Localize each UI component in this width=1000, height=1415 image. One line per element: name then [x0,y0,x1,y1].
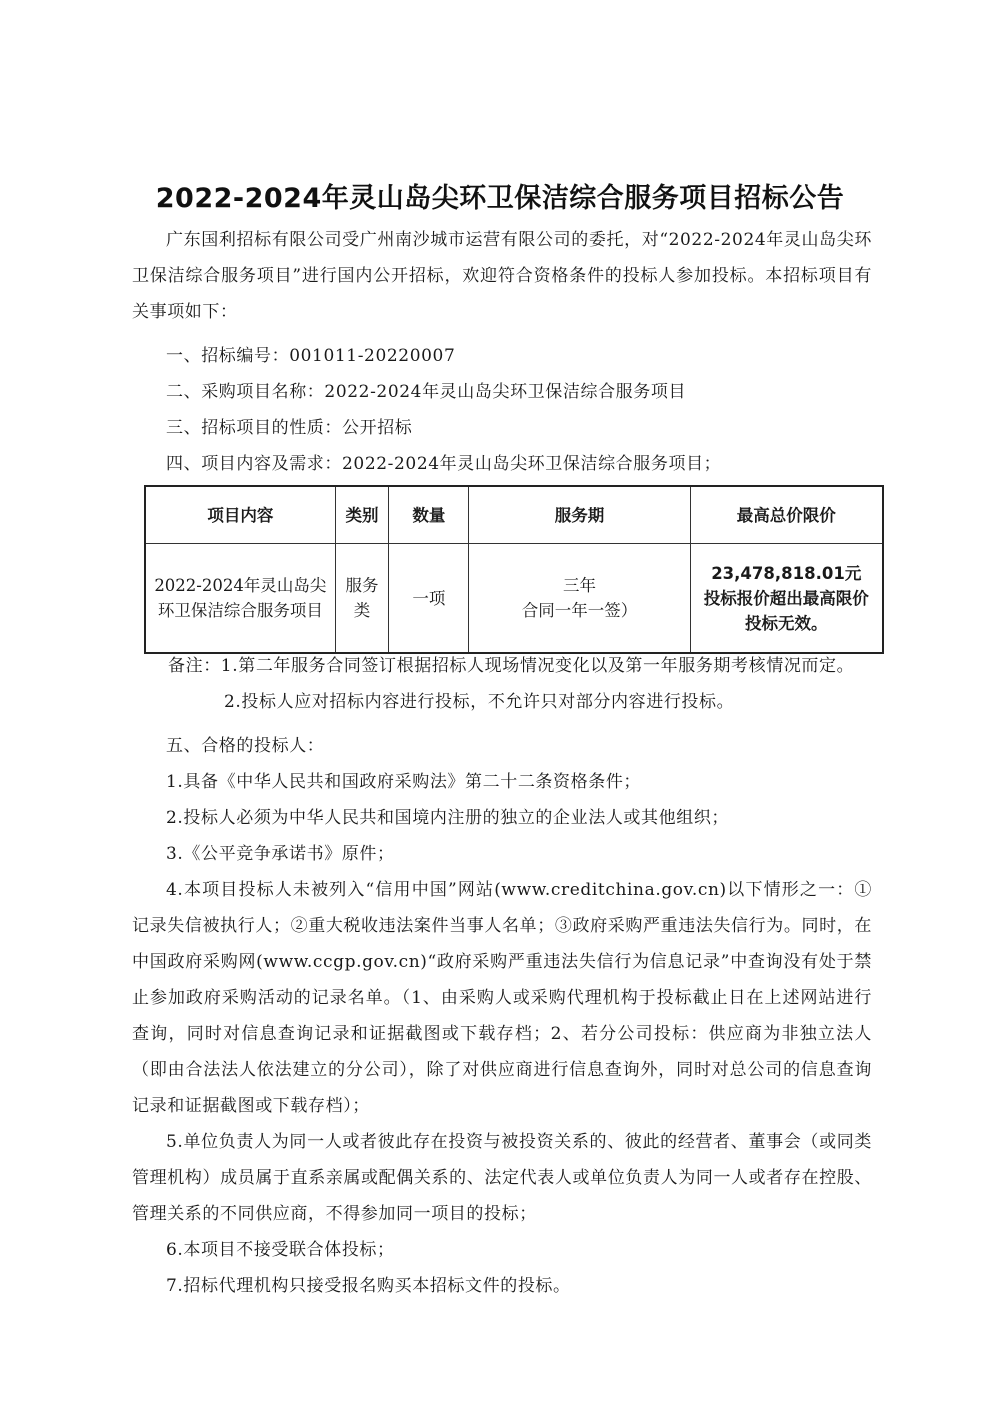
project-table [144,485,884,654]
qualification-item: 5.单位负责人为同一人或者彼此存在投资与被投资关系的、彼此的经营者、董事会（或同类管理机构）成员属于直系亲属或配偶关系的、法定代表人或单位负责人为同一人或者存在控股、管理关系的不同供应商，不得参加同一项目的投标； [132,1132,872,1224]
price-line-1: 23,478,818.01元 [711,563,862,583]
qualified-bidders-section [132,728,872,1304]
header-quantity: 数量 [389,486,469,544]
item-tender-nature: 三、招标项目的性质：公开招标 [166,418,413,438]
qualification-item: 3.《公平竞争承诺书》原件； [166,844,395,864]
cell-period [469,544,690,654]
item-list [132,338,872,482]
header-period: 服务期 [469,486,690,544]
header-category: 类别 [335,486,389,544]
section5-heading: 五、合格的投标人： [166,736,325,756]
qualification-item: 1.具备《中华人民共和国政府采购法》第二十二条资格条件； [166,772,642,792]
period-line-1: 三年 [563,576,596,595]
period-line-2: 合同一年一签） [521,601,638,620]
note-1: 备注：1.第二年服务合同签订根据招标人现场情况变化以及第一年服务期考核情况而定。 [168,656,855,676]
notes [132,648,872,720]
note-2: 2.投标人应对招标内容进行投标，不允许只对部分内容进行投标。 [224,692,735,712]
page-title: 2022-2024年灵山岛尖环卫保洁综合服务项目招标公告 [155,183,845,214]
item-project-name: 二、采购项目名称：2022-2024年灵山岛尖环卫保洁综合服务项目 [166,382,687,402]
cell-content: 2022-2024年灵山岛尖环卫保洁综合服务项目 [145,544,335,654]
cell-category: 服务类 [335,544,389,654]
price-line-2: 投标报价超出最高限价投标无效。 [703,588,869,633]
intro-paragraph: 广东国利招标有限公司受广州南沙城市运营有限公司的委托，对“2022-2024年灵山岛尖环卫保洁综合服务项目”进行国内公开招标，欢迎符合资格条件的投标人参加投标。本招标项目有关事项如下： [132,230,872,322]
qualification-item: 7.招标代理机构只接受报名购买本招标文件的投标。 [166,1276,571,1296]
header-price: 最高总价限价 [690,486,883,544]
qualification-item: 2.投标人必须为中华人民共和国境内注册的独立的企业法人或其他组织； [166,808,730,828]
table-header-row [145,486,883,544]
item-bid-number: 一、招标编号：001011-20220007 [166,346,456,366]
qualification-item: 6.本项目不接受联合体投标； [166,1240,395,1260]
table-row [145,544,883,654]
qualification-item: 4.本项目投标人未被列入“信用中国”网站(www.creditchina.gov.cn)以下情形之一：①记录失信被执行人；②重大税收违法案件当事人名单；③政府采购严重违法失信行为。同时，在中国政府采购网(www.ccgp.gov.cn)“政府采购严重违法失信行为信息记录”中查询没有处于禁止参加政府采购活动的记录名单。（1、由采购人或采购代理机构于投标截止日在上述网站进行查询，同时对信息查询记录和证据截图或下载存档；2、若分公司投标：供应商为非独立法人（即由合法法人依法建立的分公司），除了对供应商进行信息查询外，同时对总公司的信息查询记录和证据截图或下载存档）； [132,880,872,1116]
cell-quantity: 一项 [389,544,469,654]
cell-price [690,544,883,654]
item-project-content: 四、项目内容及需求：2022-2024年灵山岛尖环卫保洁综合服务项目； [166,454,722,474]
header-content: 项目内容 [145,486,335,544]
